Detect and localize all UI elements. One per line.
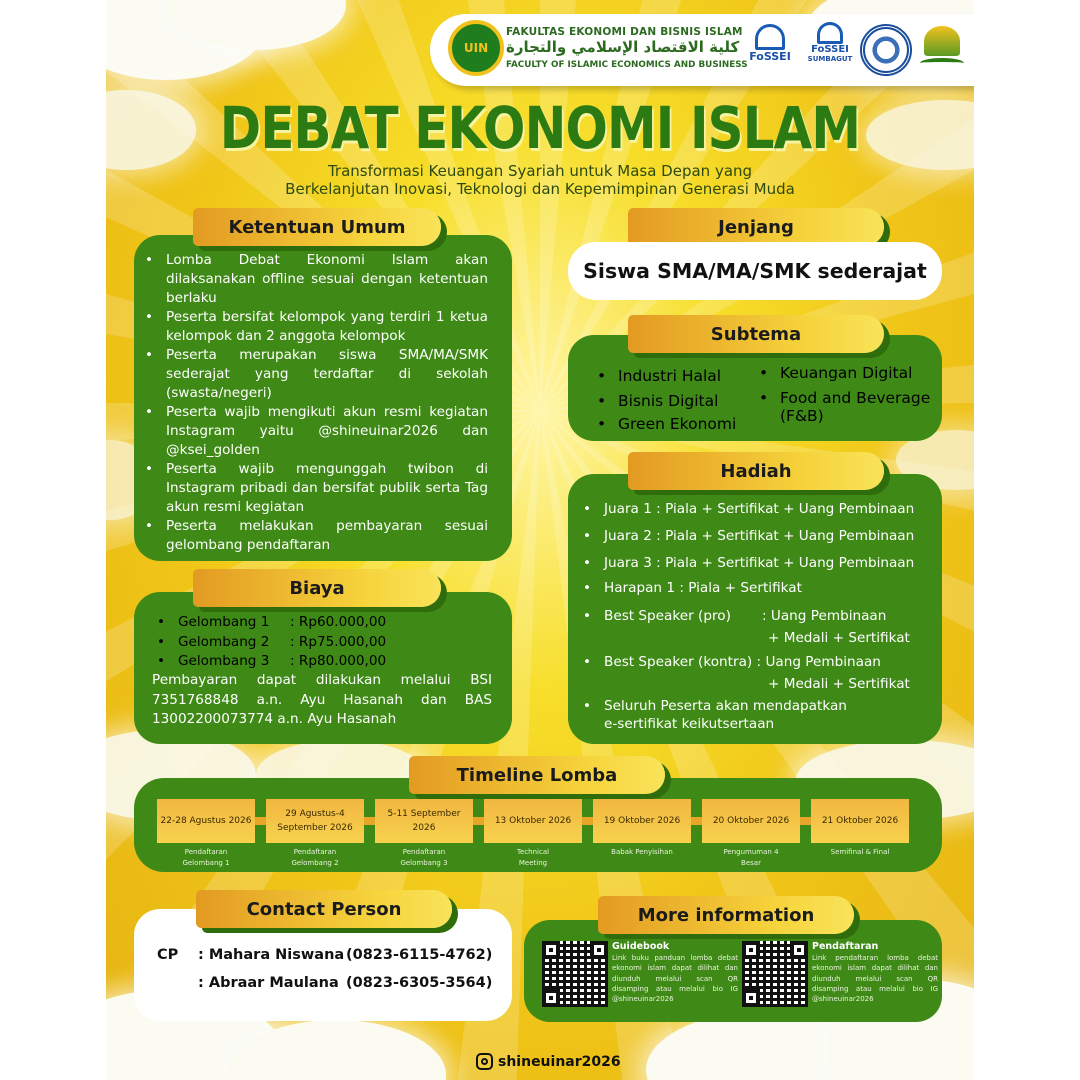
- list-item: • Peserta merupakan siswa SMA/MA/SMK sederajat yang terdaftar di sekolah (swasta/negeri): [136, 346, 488, 403]
- poster: [106, 0, 974, 1080]
- timeline-date-6: 20 Oktober 2026: [702, 799, 800, 843]
- jenjang-value: Siswa SMA/MA/SMK sederajat: [583, 259, 927, 283]
- jenjang-heading: Jenjang: [628, 208, 884, 246]
- timeline-date-1: 22-28 Agustus 2026: [157, 799, 255, 843]
- list-item: [148, 613, 448, 633]
- all-participants-line2: e-sertifikat keikutsertaan: [604, 715, 775, 732]
- payment-info: Pembayaran dapat dilakukan melalui BSI 7351768848 a.n. Ayu Hasanah dan BAS 13002200073774 a.n. Ayu Hasanah: [152, 672, 492, 727]
- ketentuan-heading: Ketentuan Umum: [193, 208, 441, 246]
- subtitle-line2: Berkelanjutan Inovasi, Teknologi dan Kepemimpinan Generasi Muda: [285, 180, 795, 198]
- list-item: • Harapan 1 : Piala + Sertifikat: [574, 579, 940, 597]
- timeline-date-4: 13 Oktober 2026: [484, 799, 582, 843]
- biaya-price: : Rp80.000,00: [290, 653, 387, 669]
- subtema-list-right: [750, 364, 940, 425]
- fossei-mosque-icon: [755, 24, 785, 50]
- biaya-label: Gelombang 2: [178, 633, 270, 650]
- list-item: • Keuangan Digital: [750, 364, 940, 382]
- cp-label: CP: [157, 947, 179, 963]
- page-title: DEBAT EKONOMI ISLAM: [219, 94, 861, 162]
- timeline-date-2: 29 Agustus-4 September 2026: [266, 799, 364, 843]
- instagram-icon: [476, 1053, 493, 1070]
- fossei-sumbagut-text: FoSSEI: [811, 44, 849, 55]
- contact-phone-2: (0823-6305-3564): [346, 975, 493, 991]
- timeline-label-7: Semifinal & Final: [830, 848, 890, 856]
- biaya-price: : Rp75.000,00: [290, 633, 387, 650]
- pendaftaran-title: Pendaftaran: [812, 941, 879, 952]
- biaya-list: [148, 613, 448, 672]
- list-item: [574, 605, 940, 649]
- list-item: • Peserta wajib mengikuti akun resmi kegiatan Instagram yaitu @shineuinar2026 dan @ksei_golden: [136, 403, 488, 460]
- instagram-handle-text: shineuinar2026: [498, 1053, 621, 1070]
- timeline-label-4: Technical Meeting: [516, 848, 550, 867]
- uin-logo: [448, 20, 504, 76]
- list-item: • Industri Halal: [588, 364, 758, 389]
- fossei-logo-text: FoSSEI: [749, 50, 791, 63]
- jenjang-box: [568, 242, 942, 300]
- guidebook-title: Guidebook: [612, 941, 670, 952]
- biaya-heading: Biaya: [193, 569, 441, 607]
- guidebook-text: Link buku panduan lomba debat ekonomi islam dapat dilihat dan diunduh melalui scan QR disamping atau melalui bio IG @shineuinar2026: [612, 954, 738, 1004]
- ketentuan-list: [136, 251, 488, 555]
- timeline-date-7: 21 Oktober 2026: [811, 799, 909, 843]
- hadiah-list: [574, 500, 940, 733]
- fossei-sumbagut-logo: [802, 20, 858, 80]
- faculty-name-arabic: كلية الاقتصاد الإسلامي والتجارة: [506, 38, 740, 56]
- all-participants-line1: Seluruh Peserta akan mendapatkan: [604, 697, 847, 714]
- list-item: • Peserta wajib mengunggah twibon di Instagram pribadi dan bersifat publik serta Tag akun resmi kegiatan: [136, 460, 488, 517]
- contact-heading: Contact Person: [196, 890, 452, 928]
- best-kontra-value2: + Medali + Sertifikat: [768, 675, 910, 692]
- uin-logo-text: UIN: [463, 41, 489, 55]
- fossei-sumbagut-icon: [817, 22, 843, 44]
- subtema-heading: Subtema: [628, 315, 884, 353]
- list-item: • Juara 2 : Piala + Sertifikat + Uang Pembinaan: [574, 527, 940, 545]
- list-item: • Bisnis Digital: [588, 389, 758, 414]
- pendaftaran-text: Link pendaftaran lomba debat ekonomi islam dapat dilihat dan diunduh melalui scan QR disamping atau melalui bio IG @shineuinar2026: [812, 954, 938, 1004]
- timeline-heading: Timeline Lomba: [409, 756, 665, 794]
- best-pro-value2: + Medali + Sertifikat: [768, 629, 910, 646]
- list-item: • Juara 1 : Piala + Sertifikat + Uang Pembinaan: [574, 500, 940, 518]
- faculty-name-line1: FAKULTAS EKONOMI DAN BISNIS ISLAM: [506, 26, 743, 38]
- list-item: • Green Ekonomi: [588, 412, 758, 437]
- list-item: • Peserta melakukan pembayaran sesuai gelombang pendaftaran: [136, 517, 488, 555]
- best-kontra-label: Best Speaker (kontra): [604, 653, 753, 670]
- contact-phone-1: (0823-6115-4762): [346, 947, 493, 963]
- ksei-emblem-icon: [860, 24, 912, 76]
- timeline-date-3: 5-11 September 2026: [375, 799, 473, 843]
- timeline-label-6: Pengumuman 4 Besar: [723, 848, 779, 867]
- best-pro-value: : Uang Pembinaan: [762, 607, 887, 624]
- timeline-label-1: Pendaftaran Gelombang 1: [182, 848, 230, 867]
- list-item: [574, 651, 940, 695]
- subtema-list-left: [588, 364, 758, 437]
- subtitle-line1: Transformasi Keuangan Syariah untuk Masa Depan yang: [327, 162, 753, 180]
- timeline-label-3: Pendaftaran Gelombang 3: [400, 848, 448, 867]
- faculty-name-line2: FACULTY OF ISLAMIC ECONOMICS AND BUSINESS: [506, 60, 748, 70]
- list-item: • Peserta bersifat kelompok yang terdiri 1 ketua kelompok dan 2 anggota kelompok: [136, 308, 488, 346]
- contact-name-1: : Mahara Niswana: [198, 947, 345, 963]
- list-item: [574, 697, 940, 733]
- best-kontra-value: : Uang Pembinaan: [756, 653, 881, 670]
- sumbagut-text: SUMBAGUT: [807, 55, 853, 63]
- list-item: [148, 652, 448, 672]
- book-leaf-logo-icon: [918, 24, 966, 76]
- more-info-heading: More information: [598, 896, 854, 934]
- list-item: • Lomba Debat Ekonomi Islam akan dilaksanakan offline sesuai dengan ketentuan berlaku: [136, 251, 488, 308]
- list-item: • Food and Beverage (F&B): [750, 389, 940, 425]
- contact-name-2: : Abraar Maulana: [198, 975, 339, 991]
- fossei-logo: [742, 22, 798, 78]
- instagram-handle[interactable]: [476, 1053, 621, 1070]
- biaya-label: Gelombang 3: [178, 653, 270, 669]
- timeline-label-2: Pendaftaran Gelombang 2: [291, 848, 339, 867]
- timeline-label-5: Babak Penyisihan: [611, 848, 673, 856]
- hadiah-heading: Hadiah: [628, 452, 884, 490]
- list-item: [148, 633, 448, 653]
- best-pro-label: Best Speaker (pro): [604, 607, 731, 624]
- list-item: • Juara 3 : Piala + Sertifikat + Uang Pembinaan: [574, 554, 940, 572]
- biaya-price: : Rp60.000,00: [290, 614, 387, 630]
- biaya-label: Gelombang 1: [178, 614, 270, 630]
- timeline-date-5: 19 Oktober 2026: [593, 799, 691, 843]
